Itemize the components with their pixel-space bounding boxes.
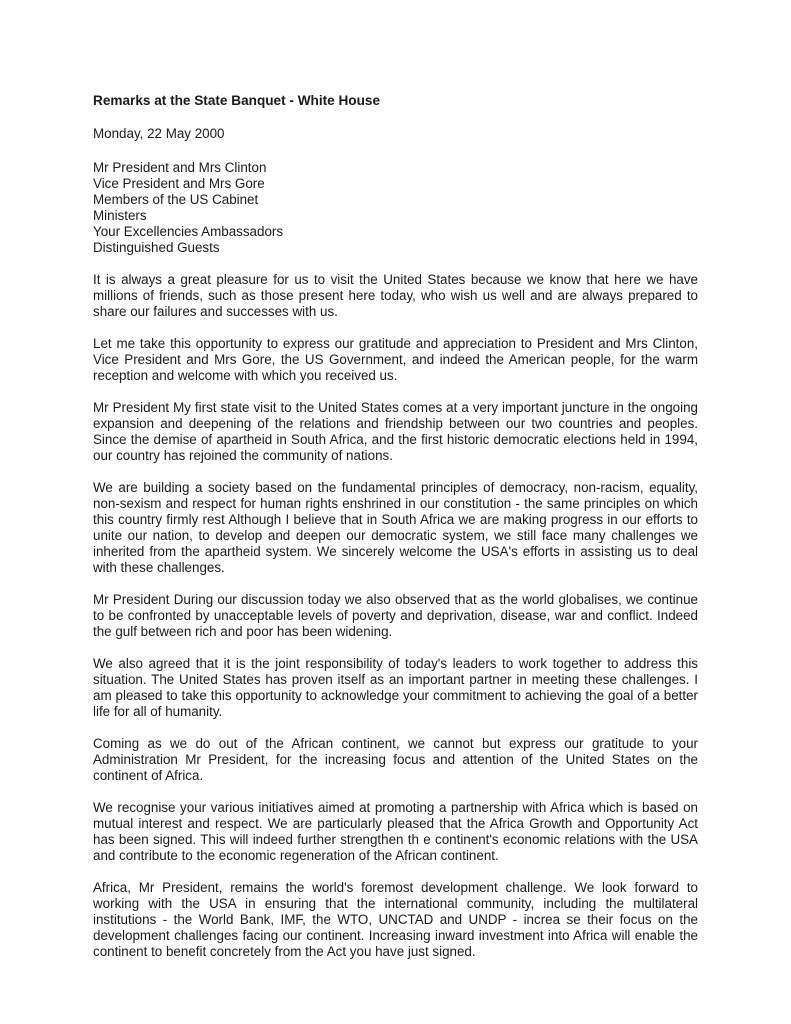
salutation-line: Distinguished Guests <box>93 240 220 255</box>
paragraph: It is always a great pleasure for us to visit the United States because we know that here we have millions of friends, such as those present here today, who wish us well and are always prepared to share our failures and successes with us. <box>93 272 698 319</box>
paragraph: We are building a society based on the fundamental principles of democracy, non-racism, equality, non-sexism and respect for human rights enshrined in our constitution - the same principles on which this country firmly rest Although I believe that in South Africa we are making progress in our efforts to unite our nation, to develop and deepen our democratic system, we still face many challenges we inherited from the apartheid system. We sincerely welcome the USA's efforts in assisting us to deal with these challenges. <box>93 480 698 575</box>
paragraph: Africa, Mr President, remains the world's foremost development challenge. We look forward to working with the USA in ensuring that the international community, including the multilateral institutions - the World Bank, IMF, the WTO, UNCTAD and UNDP - increa se their focus on the development challenges facing our continent. Increasing inward investment into Africa will enable the continent to benefit concretely from the Act you have just signed. <box>93 880 698 959</box>
salutation-line: Vice President and Mrs Gore <box>93 176 265 191</box>
salutation-line: Members of the US Cabinet <box>93 192 259 207</box>
paragraph: Mr President My first state visit to the United States comes at a very important juncture in the ongoing expansion and deepening of the relations and friendship between our two countries and peoples. Since the demise of apartheid in South Africa, and the first historic democratic elections held in 1994, our country has rejoined the community of nations. <box>93 400 698 463</box>
paragraph: Let me take this opportunity to express our gratitude and appreciation to President and Mrs Clinton, Vice President and Mrs Gore, the US Government, and indeed the American people, for the warm reception and welcome with which you received us. <box>93 336 698 383</box>
salutation-line: Your Excellencies Ambassadors <box>93 224 284 239</box>
document-title: Remarks at the State Banquet - White House <box>93 93 381 108</box>
document-date: Monday, 22 May 2000 <box>93 126 225 141</box>
paragraph: Mr President During our discussion today we also observed that as the world globalises, we continue to be confronted by unacceptable levels of poverty and deprivation, disease, war and conflict. Indeed the gulf between rich and poor has been widening. <box>93 592 698 639</box>
salutation-line: Mr President and Mrs Clinton <box>93 160 267 175</box>
paragraph: Coming as we do out of the African continent, we cannot but express our gratitude to your Administration Mr President, for the increasing focus and attention of the United States on the continent of Africa. <box>93 736 698 783</box>
paragraph: We recognise your various initiatives aimed at promoting a partnership with Africa which is based on mutual interest and respect. We are particularly pleased that the Africa Growth and Opportunity Act has been signed. This will indeed further strengthen th e continent's economic relations with the USA and contribute to the economic regeneration of the African continent. <box>93 800 698 863</box>
salutation-line: Ministers <box>93 208 147 223</box>
paragraph: We also agreed that it is the joint responsibility of today's leaders to work together to address this situation. The United States has proven itself as an important partner in meeting these challenges. I am pleased to take this opportunity to acknowledge your commitment to achieving the goal of a better life for all of humanity. <box>93 656 698 719</box>
salutation-block <box>93 160 698 256</box>
